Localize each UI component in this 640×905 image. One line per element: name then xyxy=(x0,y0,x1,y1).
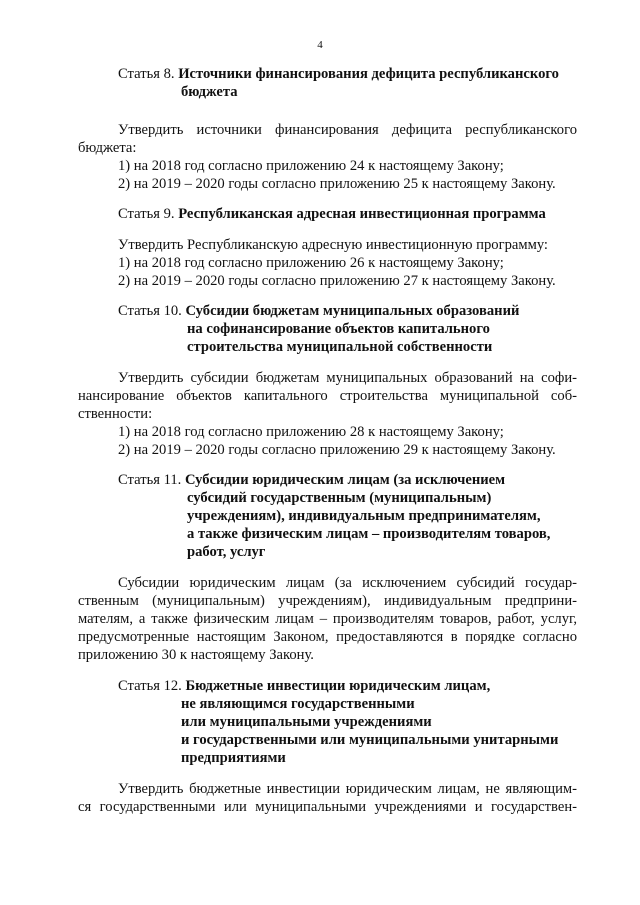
article-11-title: субсидий государственным (муниципальным) xyxy=(187,490,492,506)
article-11-title: работ, услуг xyxy=(187,544,266,560)
article-11-title: а также физическим лицам – производителям товаров, xyxy=(187,526,551,542)
article-11-paragraph: Субсидии юридическим лицам (за исключением субсидий государ- xyxy=(118,575,577,591)
article-11-heading xyxy=(118,471,505,489)
article-10-label: Статья 10. xyxy=(118,303,182,319)
article-12-paragraph: Утвердить бюджетные инвестиции юридическим лицам, не являющим- xyxy=(118,781,577,797)
article-12-title: или муниципальными учреждениями xyxy=(181,714,432,730)
article-12-title: и государственными или муниципальными унитарными xyxy=(181,732,559,748)
article-8-item: 2) на 2019 – 2020 годы согласно приложению 25 к настоящему Закону. xyxy=(118,176,556,192)
article-10-heading xyxy=(118,302,519,320)
article-12-heading xyxy=(118,677,490,695)
article-9-item: 2) на 2019 – 2020 годы согласно приложению 27 к настоящему Закону. xyxy=(118,273,556,289)
article-8-paragraph: бюджета: xyxy=(78,140,137,156)
article-11-paragraph: мателям, а также физическим лицам – производителям товаров, работ, услуг, xyxy=(78,611,577,627)
article-11-title: Субсидии юридическим лицам (за исключением xyxy=(184,472,506,488)
article-10-title: на софинансирование объектов капитального xyxy=(187,321,490,337)
article-8-label: Статья 8. xyxy=(118,66,175,82)
article-12-title: не являющимся государственными xyxy=(181,696,415,712)
article-8-title: бюджета xyxy=(181,84,238,100)
article-9-heading xyxy=(118,205,546,223)
article-10-item: 2) на 2019 – 2020 годы согласно приложению 29 к настоящему Закону. xyxy=(118,442,556,458)
article-12-title: Бюджетные инвестиции юридическим лицам, xyxy=(185,678,491,694)
article-12-paragraph: ся государственными или муниципальными учреждениями и государствен- xyxy=(78,799,577,815)
article-10-paragraph: Утвердить субсидии бюджетам муниципальных образований на софи- xyxy=(118,370,577,386)
article-11-paragraph: предусмотренные настоящим Законом, предоставляются в порядке согласно xyxy=(78,629,577,645)
article-11-title: учреждениям), индивидуальным предпринимателям, xyxy=(187,508,541,524)
article-10-paragraph: нансирование объектов капитального строительства муниципальной соб- xyxy=(78,388,577,404)
article-10-title: строительства муниципальной собственности xyxy=(187,339,493,355)
article-11-paragraph: ственным (муниципальным) учреждениям), индивидуальным предприни- xyxy=(78,593,577,609)
article-11-paragraph: приложению 30 к настоящему Закону. xyxy=(78,647,314,663)
article-8-heading xyxy=(118,65,559,83)
article-12-title: предприятиями xyxy=(181,750,286,766)
article-9-title: Республиканская адресная инвестиционная программа xyxy=(178,206,546,222)
article-10-title: Субсидии бюджетам муниципальных образований xyxy=(185,303,520,319)
article-11-label: Статья 11. xyxy=(118,472,182,488)
article-8-item: 1) на 2018 год согласно приложению 24 к настоящему Закону; xyxy=(118,158,504,174)
article-12-label: Статья 12. xyxy=(118,678,182,694)
article-8-paragraph: Утвердить источники финансирования дефицита республиканского xyxy=(118,122,577,138)
page-number: 4 xyxy=(317,39,323,51)
article-10-item: 1) на 2018 год согласно приложению 28 к настоящему Закону; xyxy=(118,424,504,440)
article-9-paragraph: Утвердить Республиканскую адресную инвестиционную программу: xyxy=(118,237,548,253)
article-10-paragraph: ственности: xyxy=(78,406,153,422)
article-9-label: Статья 9. xyxy=(118,206,175,222)
article-8-title: Источники финансирования дефицита республиканского xyxy=(178,66,559,82)
article-9-item: 1) на 2018 год согласно приложению 26 к настоящему Закону; xyxy=(118,255,504,271)
